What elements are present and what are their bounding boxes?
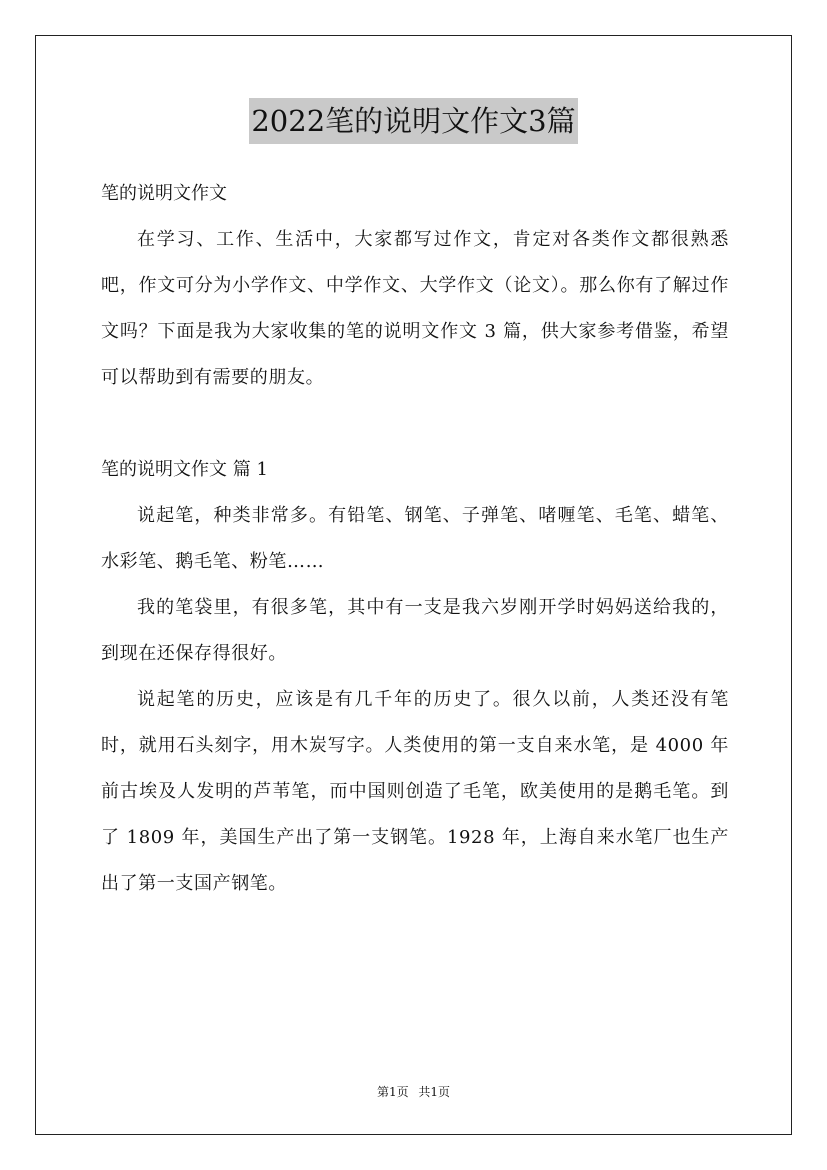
page-footer bbox=[0, 1082, 827, 1102]
title-area bbox=[0, 98, 827, 144]
intro-paragraph: 在学习、工作、生活中，大家都写过作文，肯定对各类作文都很熟悉吧，作文可分为小学作文、中学作文、大学作文（论文）。那么你有了解过作文吗？下面是我为大家收集的笔的说明文作文 3 篇，供大家参考借鉴，希望可以帮助到有需要的朋友。 bbox=[101, 229, 729, 388]
page-count: 共1页 bbox=[418, 1085, 451, 1099]
body-paragraph: 说起笔，种类非常多。有铅笔、钢笔、子弹笔、啫喱笔、毛笔、蜡笔、水彩笔、鹅毛笔、粉笔…… bbox=[101, 505, 729, 572]
body-paragraph: 说起笔的历史，应该是有几千年的历史了。很久以前，人类还没有笔时，就用石头刻字，用木炭写字。人类使用的第一支自来水笔，是 4000 年前古埃及人发明的芦苇笔，而中国则创造了毛笔，欧美使用的是鹅毛笔。到了 1809 年，美国生产出了第一支钢笔。1928 年，上海自来水笔厂也生产出了第一支国产钢笔。 bbox=[101, 689, 729, 894]
article-heading: 笔的说明文作文 篇 1 bbox=[101, 459, 268, 480]
blank-line bbox=[101, 401, 729, 447]
document-title: 2022笔的说明文作文3篇 bbox=[249, 98, 577, 144]
document-body bbox=[101, 171, 729, 907]
body-paragraph: 我的笔袋里，有很多笔，其中有一支是我六岁刚开学时妈妈送给我的，到现在还保存得很好。 bbox=[101, 597, 729, 664]
page-number: 第1页 bbox=[376, 1085, 409, 1099]
section-heading: 笔的说明文作文 bbox=[101, 183, 227, 204]
